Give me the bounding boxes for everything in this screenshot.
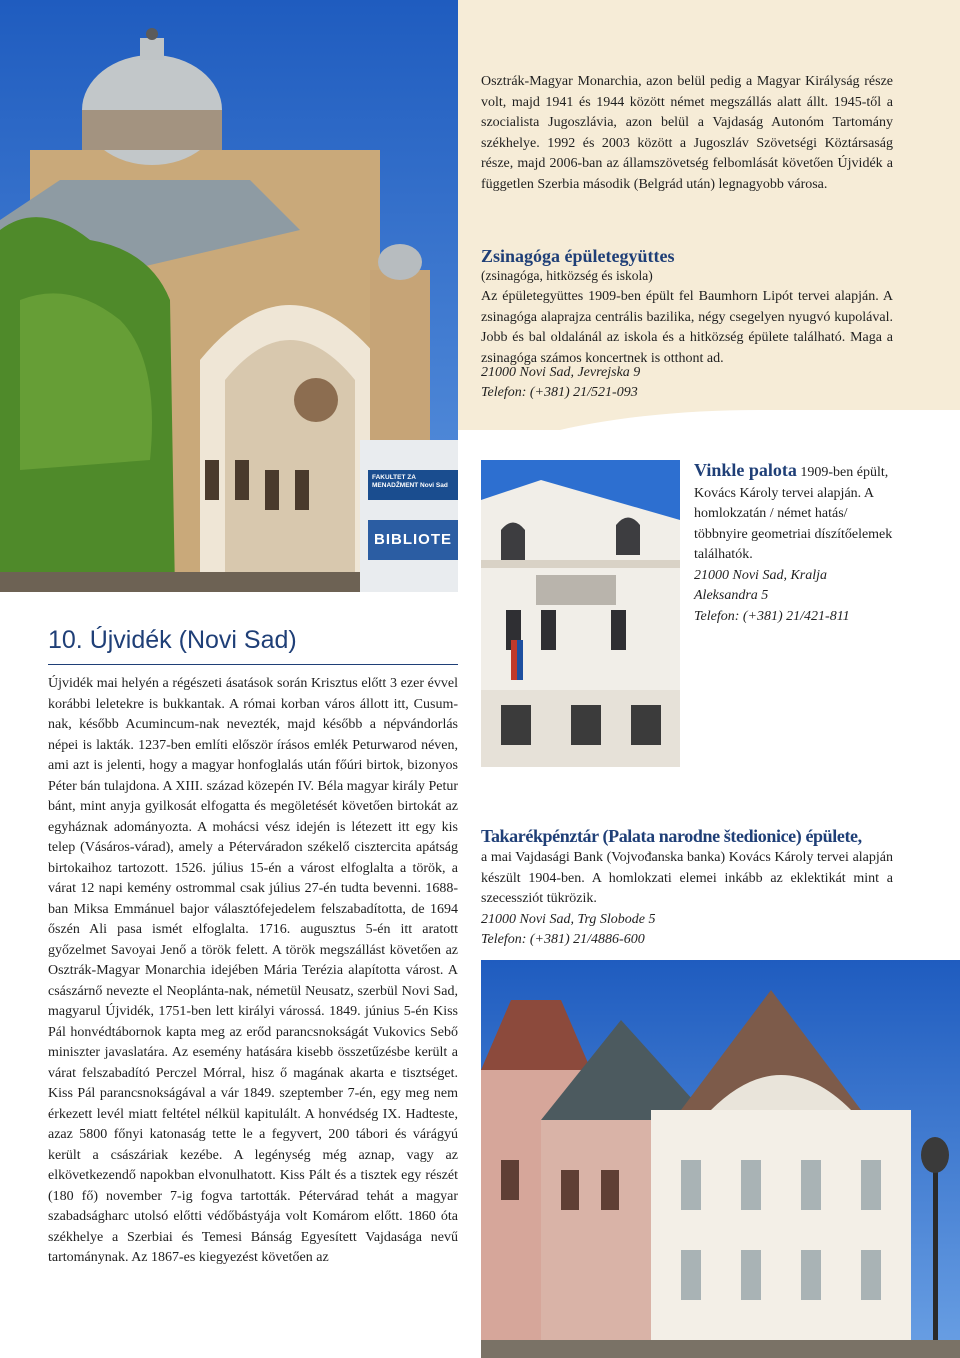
library-text: BIBLIOTE xyxy=(374,531,452,548)
section-heading-rule xyxy=(48,664,458,665)
savings-bank-text xyxy=(481,848,893,951)
savings-bank-address: 21000 Novi Sad, Trg Slobode 5 xyxy=(481,911,656,927)
vinkle-palace-title: Vinkle palota xyxy=(694,460,797,480)
savings-bank-title: Takarékpénztár (Palata narodne štedionice) épülete, xyxy=(481,826,862,846)
savings-bank-description: a mai Vajdasági Bank (Vojvođanska banka) Kovács Károly tervei alapján készült 1904-ben. A homlokzati elemei inkább az eklektikát mint a szecessziót tükrözik. xyxy=(481,850,893,906)
intro-paragraph: Osztrák-Magyar Monarchia, azon belül pedig a Magyar Királyság része volt, majd 1941 és 1944 között német megszállás alatt állt. 1945-től a szocialista Jugoszlávia, azon belül a Vajdaság Autonóm Tartomány székhelye. 1992 és 2003 között a Jugoszláv Szövetségi Köztársaság része, majd 2006-ban az államszövetség felbomlását követően Újvidék a független Szerbia második (Belgrád után) legnagyobb városa. xyxy=(481,74,893,192)
synagogue-description: Az épületegyüttes 1909-ben épült fel Baumhorn Lipót tervei alapján. A zsinagóga alaprajza centrális bazilika, négy csegelyen nyugvó kupolával. Jobb és bal oldalánál az iskola és a hitközség épülete található. Maga a zsinagóga számos koncertnek is otthont ad. xyxy=(481,289,893,366)
vinkle-palace-description: 1909-ben épült, Kovács Károly tervei alapján. A homlokzatán / német hatás/ többnyire geometriai díszítőelemek találhatók. xyxy=(694,465,893,562)
synagogue-phone: Telefon: (+381) 21/521-093 xyxy=(481,385,638,400)
sign-text: FAKULTET ZA MENADŽMENT Novi Sad xyxy=(372,474,448,489)
section-heading: 10. Újvidék (Novi Sad) xyxy=(48,626,297,654)
synagogue-subtitle: (zsinagóga, hitközség és iskola) xyxy=(481,268,653,283)
savings-bank-photo xyxy=(481,960,960,1358)
vinkle-palace-phone: Telefon: (+381) 21/421-811 xyxy=(694,608,850,624)
synagogue-title: Zsinagóga épületegyüttes xyxy=(481,246,675,266)
synagogue-address: 21000 Novi Sad, Jevrejska 9 xyxy=(481,365,641,380)
vinkle-palace-address: 21000 Novi Sad, Kralja Aleksandra 5 xyxy=(694,567,828,603)
synagogue-photo xyxy=(0,0,458,592)
savings-bank-phone: Telefon: (+381) 21/4886-600 xyxy=(481,932,645,947)
section-body: Újvidék mai helyén a régészeti ásatások során Krisztus előtt 3 ezer évvel korábbi leletekre is bukkantak. A római korban város állott itt, Cusum-nak, később Acumincum-nak nevezték, majd később a népvándorlás népei is lakták. 1237-ben említi először írásos emlék Peturwarod néven, ami azt is jelenti, hogy a magyar honfoglalás után főúri birtok, bizonyos Péter bán tulajdona. A XIII. század közepén IV. Béla magyar király Petur bánt, mint anyja gyilkosát elfogatta és megöletését követően birtokát az egyháznak adományozta. A mohácsi vész idején is létezett itt egy kis telep (Vásáros-várad), amely a Péterváradon székelő cisztercita apátság birtokaihoz tartozott. 1526. július 15-én a várost elfoglalta a török, a várat 12 napi kemény ostrommal csak július 27-én tudta bevenni. 1688-ban Miksa Emmánuel bajor választófejedelem felszabadította, de 1694 őszén Ali pasa ismét elfoglalta. 1716. augusztus 5-én itt aratott győzelmet Savoyai Jenő a török felett. A török megszállást követően az Osztrák-Magyar Monarchia idejében Mária Terézia alapította várost. A császárnő nevezte el Neoplánta-nak, németül Neusatz, szerbül Novi Sad, magyarul Újvidék, 1751-ben lett királyi várossá. 1849. június 5-én Kiss Pál honvédtábornok kapta meg az erőd parancsnokságát Vukovics Sebő miniszter javaslatára. Az esemény hatására kisebb összetűzésbe került a várat felszabadító Perczel Mórral, hisz ő magának akarta e tisztséget. Kiss Pál parancsnokságával a vár 1849. szeptember 7-én, egy meg nem érkezett levél miatt feltétel nélkül kapitulált. A honvédség IX. Hadteste, azaz 5800 főnyi katonaság tette le a fegyvert, 200 tábori és várágyú került a császáriak kezébe. A legénység még aznap, vagy az elkövetkezendő napokban elvonulhatott. Kiss Pált és a tisztek egy részét (180 fő) november 7-ig fogva tartották. Pétervárad tehát a magyar szabadságharc utolsó előtti védőbástyája volt Komárom előtt. 1860 óta székhelye a Szerbiai és Temesi Bánság Egyesített Vajdasága nevű tartománynak. Az 1867-es kiegyezést követően az xyxy=(48,676,458,1265)
vinkle-palace-photo xyxy=(481,460,680,767)
vinkle-palace-text xyxy=(694,460,894,627)
